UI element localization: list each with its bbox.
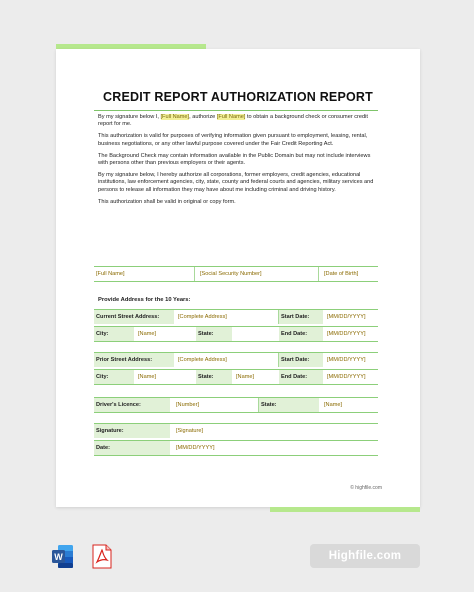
prior-state-field[interactable]: [Name] <box>236 374 255 380</box>
copyright-footer: © highfile.com <box>350 485 382 491</box>
prior-street-field[interactable]: [Complete Address] <box>178 357 227 363</box>
document-title: CREDIT REPORT AUTHORIZATION REPORT <box>103 90 373 104</box>
current-end-field[interactable]: [MM/DD/YYYY] <box>327 331 366 337</box>
licence-state-field[interactable]: [Name] <box>324 402 343 408</box>
word-icon-letter: W <box>54 552 63 562</box>
current-city-label: City: <box>94 327 134 341</box>
current-start-label: Start Date: <box>279 310 323 324</box>
paragraph-1: By my signature below I, [Full Name], authorize [Full Name] to obtain a background check or consumer credit report for me. <box>98 114 368 128</box>
date-field[interactable]: [MM/DD/YYYY] <box>176 445 215 451</box>
current-street-label: Current Street Address: <box>94 310 174 324</box>
current-state-field[interactable] <box>234 327 274 341</box>
current-address-row <box>94 309 378 324</box>
authorized-party-placeholder: [Full Name] <box>216 114 246 120</box>
licence-number-field[interactable]: [Number] <box>176 402 200 408</box>
prior-street-label: Prior Street Address: <box>94 353 174 367</box>
paragraph-4: By my signature below, I hereby authorize all corporations, former employers, credit agencies, educational institutions, law enforcement agencies, city, state, county and federal courts and agencies, military services and persons to release all information they may have about me including criminal and driving history. <box>98 172 374 193</box>
signature-field[interactable]: [Signature] <box>176 428 204 434</box>
prior-end-field[interactable]: [MM/DD/YYYY] <box>327 374 366 380</box>
paragraph-3: The Background Check may contain information available in the Public Domain but may not include interviews with persons other than previous employers or their agents. <box>98 152 371 167</box>
current-state-label: State: <box>196 327 232 341</box>
prior-city-field[interactable]: [Name] <box>138 374 157 380</box>
identity-row <box>94 266 378 282</box>
licence-state-label: State: <box>259 398 319 412</box>
licence-row <box>94 397 378 413</box>
prior-city-label: City: <box>94 370 134 384</box>
highfile-badge[interactable]: Highfile.com <box>310 544 420 568</box>
full-name-placeholder: [Full Name] <box>160 114 190 120</box>
current-city-row <box>94 326 378 342</box>
current-start-field[interactable]: [MM/DD/YYYY] <box>327 314 366 320</box>
prior-city-row <box>94 369 378 385</box>
date-row <box>94 440 378 456</box>
signature-label: Signature: <box>94 424 170 438</box>
dob-field[interactable]: [Date of Birth] <box>324 271 359 277</box>
prior-start-label: Start Date: <box>279 353 323 367</box>
paragraph-5: This authorization shall be valid in original or copy form. <box>98 198 236 205</box>
signature-row <box>94 423 378 438</box>
prior-end-label: End Date: <box>279 370 323 384</box>
current-city-field[interactable]: [Name] <box>138 331 157 337</box>
address-heading: Provide Address for the 10 Years: <box>98 297 191 303</box>
paragraph-2: This authorization is valid for purposes of verifying information given pursuant to employment, leasing, rental, business negotiations, or any other lawful purpose covered under the Fair Credit Reporting Act. <box>98 133 368 147</box>
prior-address-row <box>94 352 378 367</box>
date-label: Date: <box>94 441 170 455</box>
title-divider <box>94 110 378 111</box>
prior-start-field[interactable]: [MM/DD/YYYY] <box>327 357 366 363</box>
full-name-field[interactable]: [Full Name] <box>96 271 125 277</box>
pdf-icon[interactable] <box>90 544 114 569</box>
bottom-accent-bar <box>270 507 420 512</box>
authorization-text <box>98 114 378 211</box>
word-icon[interactable] <box>52 544 74 569</box>
document-page <box>56 49 420 507</box>
prior-state-label: State: <box>196 370 232 384</box>
ssn-field[interactable]: [Social Security Number] <box>200 271 262 277</box>
licence-label: Driver's Licence: <box>94 398 170 412</box>
current-street-field[interactable]: [Complete Address] <box>178 314 227 320</box>
current-end-label: End Date: <box>279 327 323 341</box>
